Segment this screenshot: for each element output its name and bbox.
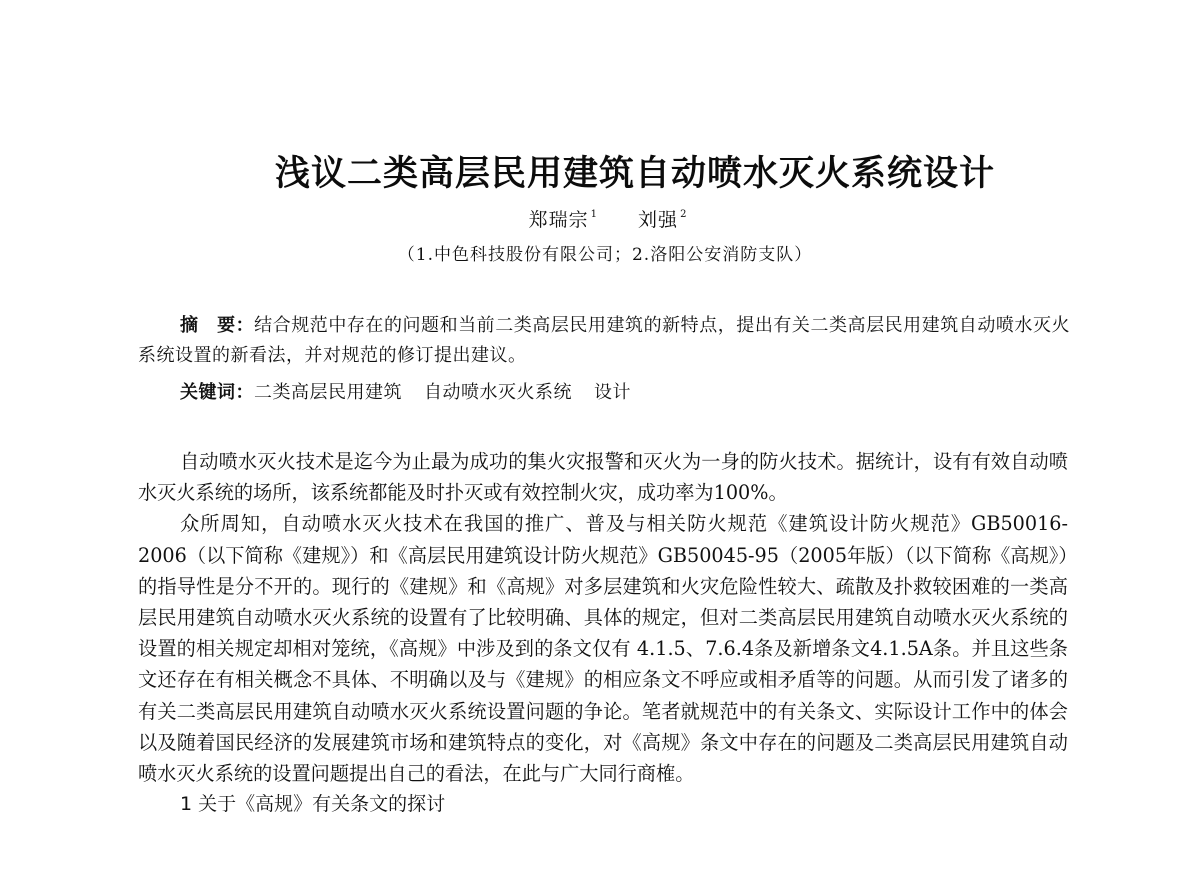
author-name: 刘强 <box>638 209 679 231</box>
keywords <box>180 378 653 404</box>
body-paragraph: 自动喷水灭火技术是迄今为止最为成功的集火灾报警和灭火为一身的防火技术。据统计，设有有效自动喷水灭火系统的场所，该系统都能及时扑灭或有效控制火灾，成功率为100%。 <box>138 450 1068 505</box>
affiliations: （1.中色科技股份有限公司；2.洛阳公安消防支队） <box>397 245 813 265</box>
author-affiliation-number: 2 <box>680 209 688 220</box>
author-line <box>0 205 1200 232</box>
section-heading: 1 关于《高规》有关条文的探讨 <box>180 793 446 816</box>
abstract-label: 摘 要： <box>180 315 255 336</box>
abstract <box>138 311 1070 371</box>
keyword: 二类高层民用建筑 <box>254 382 402 403</box>
paper-title: 浅议二类高层民用建筑自动喷水灭火系统设计 <box>274 154 995 194</box>
body-paragraph: 众所周知，自动喷水灭火技术在我国的推广、普及与相关防火规范《建筑设计防火规范》GB50016-2006（以下简称《建规》）和《高层民用建筑设计防火规范》GB50045-95（2005年版）（以下简称《高规》）的指导性是分不开的。现行的《建规》和《高规》对多层建筑和火灾危险性较大、疏散及扑救较困难的一类高层民用建筑自动喷水灭火系统的设置有了比较明确、具体的规定，但对二类高层民用建筑自动喷水灭火系统的设置的相关规定却相对笼统，《高规》中涉及到的条文仅有 4.1.5、7.6.4条及新增条文4.1.5A条。并且这些条文还存在有相关概念不具体、不明确以及与《建规》的相应条文不呼应或相矛盾等的问题。从而引发了诸多的有关二类高层民用建筑自动喷水灭火系统设置问题的争论。笔者就规范中的有关条文、实际设计工作中的体会以及随着国民经济的发展建筑市场和建筑特点的变化，对《高规》条文中存在的问题及二类高层民用建筑自动喷水灭火系统的设置问题提出自己的看法，在此与广大同行商榷。 <box>138 512 1068 786</box>
body-text <box>138 446 1068 820</box>
keyword: 设计 <box>594 382 631 403</box>
keywords-label: 关键词： <box>180 382 254 403</box>
abstract-text: 结合规范中存在的问题和当前二类高层民用建筑的新特点，提出有关二类高层民用建筑自动喷水灭火系统设置的新看法，并对规范的修订提出建议。 <box>138 315 1070 366</box>
keyword: 自动喷水灭火系统 <box>424 382 572 403</box>
author-affiliation-number: 1 <box>590 209 598 220</box>
author-name: 郑瑞宗 <box>528 209 589 231</box>
